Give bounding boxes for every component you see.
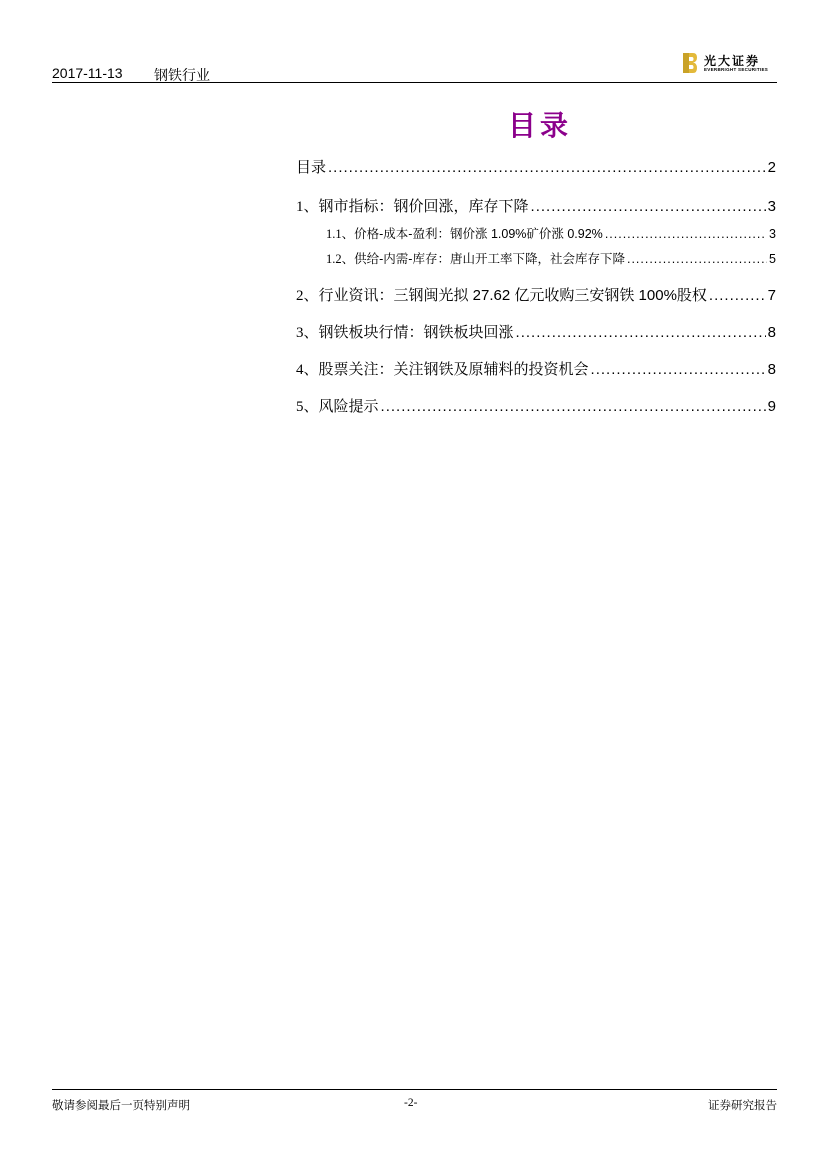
toc-leader bbox=[381, 398, 766, 415]
company-logo bbox=[682, 52, 777, 78]
page-number: -2- bbox=[404, 1097, 418, 1109]
logo-text-en: EVERBRIGHT SECURITIES bbox=[704, 67, 769, 72]
toc-leader bbox=[531, 198, 766, 215]
toc-number: 1.2、 bbox=[326, 252, 355, 266]
toc-leader bbox=[709, 287, 766, 304]
toc-entry[interactable] bbox=[296, 358, 776, 379]
toc-number: 3、 bbox=[296, 325, 319, 341]
page-title: 目录 bbox=[507, 109, 572, 142]
toc-leader bbox=[605, 227, 767, 241]
toc-label: 行业资讯：三钢闽光拟 27.62 亿元收购三安钢铁 100%股权 bbox=[318, 287, 707, 304]
toc-label: 风险提示 bbox=[318, 398, 379, 415]
toc-page: 9 bbox=[767, 398, 776, 415]
report-date: 2017-11-13 bbox=[52, 65, 123, 81]
toc-entry[interactable] bbox=[296, 195, 776, 216]
toc-label: 钢铁板块行情：钢铁板块回涨 bbox=[318, 324, 514, 341]
toc-label: 目录 bbox=[296, 159, 327, 176]
toc-number: 1、 bbox=[296, 199, 319, 215]
toc-entry[interactable] bbox=[296, 249, 776, 267]
industry-label: 钢铁行业 bbox=[154, 67, 210, 83]
toc-page: 8 bbox=[767, 324, 776, 341]
toc-leader bbox=[328, 159, 766, 176]
toc-leader bbox=[627, 252, 767, 266]
toc-entry[interactable] bbox=[296, 156, 776, 177]
toc-entry[interactable] bbox=[296, 224, 776, 242]
logo-mark-icon bbox=[682, 52, 698, 74]
page-footer bbox=[52, 1089, 777, 1112]
toc-entry[interactable] bbox=[296, 321, 776, 342]
toc-page: 8 bbox=[767, 361, 776, 378]
toc-page: 2 bbox=[767, 159, 776, 176]
toc-page: 5 bbox=[769, 252, 776, 266]
toc-entry[interactable] bbox=[296, 395, 776, 416]
toc-number: 4、 bbox=[296, 362, 319, 378]
toc-number: 1.1、 bbox=[326, 227, 355, 241]
toc-label: 供给-内需-库存：唐山开工率下降，社会库存下降 bbox=[354, 252, 625, 266]
toc-leader bbox=[591, 361, 766, 378]
page-header bbox=[52, 54, 777, 83]
toc-page: 3 bbox=[769, 227, 776, 241]
report-type: 证券研究报告 bbox=[708, 1100, 777, 1112]
toc-label: 钢市指标：钢价回涨，库存下降 bbox=[318, 198, 529, 215]
toc-page: 3 bbox=[767, 198, 776, 215]
toc-number: 5、 bbox=[296, 399, 319, 415]
toc-label: 价格-成本-盈利：钢价涨 1.09%矿价涨 0.92% bbox=[354, 227, 603, 241]
disclaimer-note: 敬请参阅最后一页特别声明 bbox=[52, 1100, 190, 1112]
toc-label: 股票关注：关注钢铁及原辅料的投资机会 bbox=[318, 361, 589, 378]
logo-text-cn: 光大证券 bbox=[704, 54, 761, 68]
toc-leader bbox=[516, 324, 766, 341]
toc-entry[interactable] bbox=[296, 284, 776, 305]
toc-page: 7 bbox=[767, 287, 776, 304]
toc-number: 2、 bbox=[296, 288, 319, 304]
